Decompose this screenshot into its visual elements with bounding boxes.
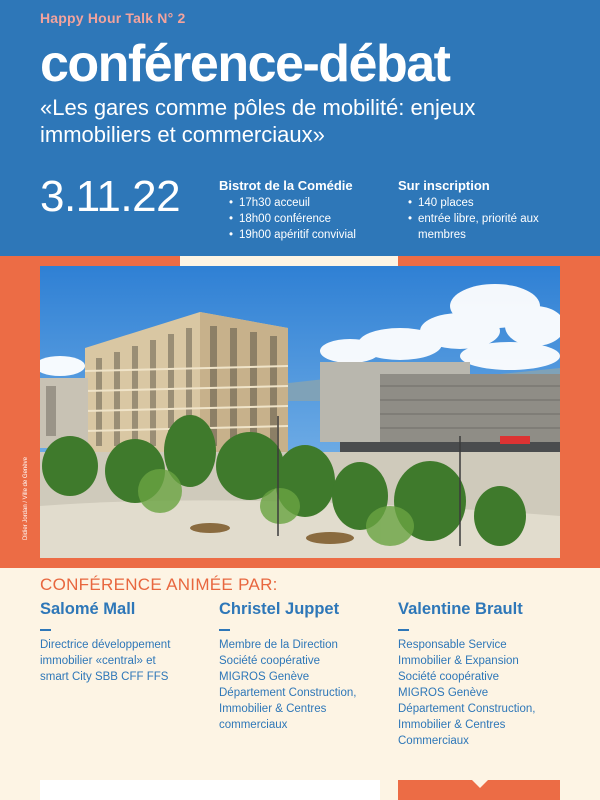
schedule-list — [219, 195, 356, 243]
orange-side-panel — [560, 266, 600, 566]
speaker-name: Christel Juppet — [219, 600, 340, 618]
event-subtitle: «Les gares comme pôles de mobilité: enjeux immobiliers et commerciaux» — [40, 95, 476, 147]
event-date: 3.11.22 — [40, 172, 181, 221]
footer-panel — [40, 780, 380, 800]
event-series: Happy Hour Talk N° 2 — [40, 10, 186, 26]
schedule-item: • 17h30 acceuil — [219, 195, 356, 211]
registration-info — [398, 177, 588, 243]
divider — [398, 629, 409, 631]
speaker-name: Valentine Brault — [398, 600, 523, 618]
orange-side-panel — [0, 266, 40, 566]
registration-heading: Sur inscription — [398, 178, 490, 193]
station-photo — [40, 266, 560, 558]
divider — [219, 629, 230, 631]
speakers-heading: CONFÉRENCE ANIMÉE PAR: — [40, 575, 278, 594]
footer-notch — [472, 780, 488, 788]
venue-heading: Bistrot de la Comédie — [219, 178, 353, 193]
registration-item: • 140 places — [398, 195, 588, 211]
photo-credit: Didier Jordan / Ville de Genève — [23, 457, 29, 540]
speaker-role: Responsable Service Immobilier & Expansion Société coopérative MIGROS Genève Département Construction, Immobilier & Centres Commerciaux — [398, 638, 536, 747]
orange-accent-bar — [398, 256, 600, 266]
schedule-item: • 19h00 apéritif convivial — [219, 227, 356, 243]
speaker-card — [219, 598, 389, 733]
venue-info — [219, 177, 356, 243]
speaker-card — [398, 598, 578, 749]
orange-accent-bar — [0, 256, 180, 266]
page-title: conférence-débat — [40, 35, 450, 93]
speaker-card — [40, 598, 215, 685]
speaker-role: Directrice développement immobilier «central» et smart City SBB CFF FFS — [40, 638, 171, 683]
registration-item: • entrée libre, priorité aux membres — [398, 211, 588, 243]
divider — [40, 629, 51, 631]
speaker-role: Membre de la Direction Société coopérative MIGROS Genève Département Construction, Immobilier & Centres commerciaux — [219, 638, 357, 731]
header-banner — [0, 0, 600, 256]
speaker-name: Salomé Mall — [40, 600, 136, 618]
registration-list — [398, 195, 588, 243]
schedule-item: • 18h00 conférence — [219, 211, 356, 227]
